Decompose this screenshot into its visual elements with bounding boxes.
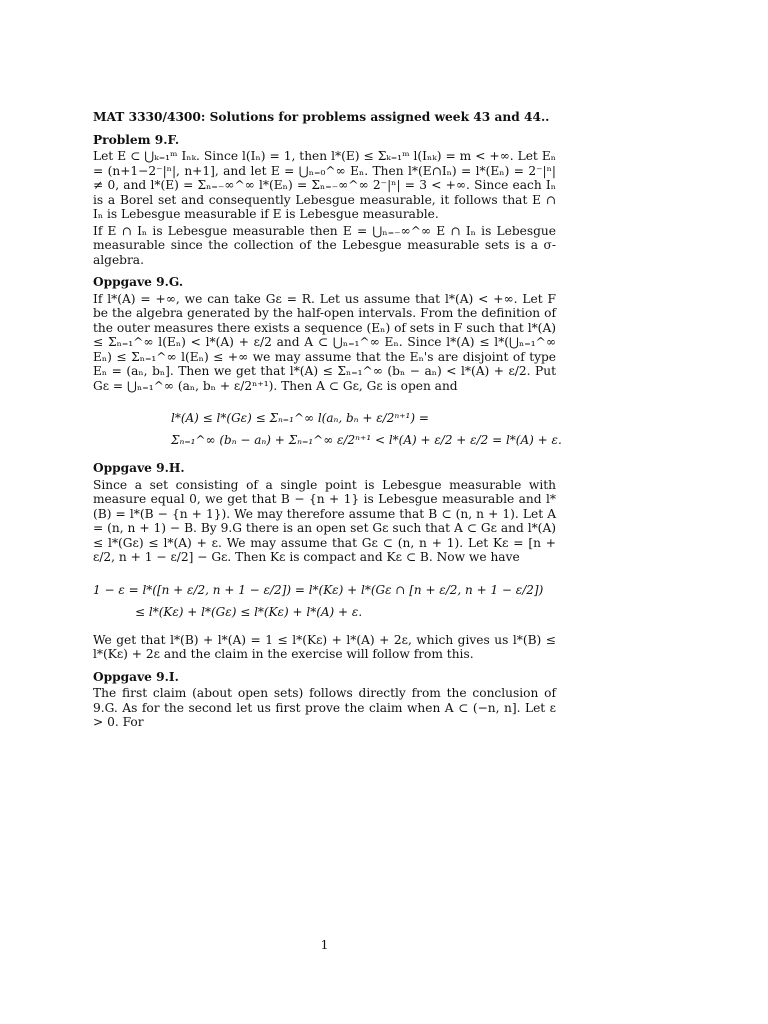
section-heading: Problem 9.F. bbox=[93, 132, 180, 147]
display-equation bbox=[93, 579, 556, 623]
paragraph: If E ∩ Iₙ is Lebesgue measurable then E = ⋃ₙ₌₋∞^∞ E ∩ Iₙ is Lebesgue measurable since the collection of the Lebesgue measurable sets is a σ-algebra. bbox=[93, 223, 556, 267]
section-heading: Oppgave 9.H. bbox=[93, 461, 185, 475]
document-title: MAT 3330/4300: Solutions for problems assigned week 43 and 44.. bbox=[93, 110, 550, 124]
equation-line: l*(A) ≤ l*(Gε) ≤ Σₙ₌₁^∞ l(aₙ, bₙ + ε/2ⁿ⁺¹) = bbox=[171, 411, 429, 425]
paragraph: Let E ⊂ ⋃ₖ₌₁ᵐ Iₙₖ. Since l(Iₙ) = 1, then l*(E) ≤ Σₖ₌₁ᵐ l(Iₙₖ) = m < +∞. Let Eₙ = (n+1−2⁻|ⁿ|, n+1], and let E = ⋃ₙ₌₀^∞ Eₙ. Then l*(E∩Iₙ) = l*(Eₙ) = 2⁻|ⁿ| ≠ 0, and l*(E) = Σₙ₌₋∞^∞ l*(Eₙ) = Σₙ₌₋∞^∞ 2⁻|ⁿ| = 3 < +∞. Since each Iₙ is a Borel set and consequently Lebesgue measurable, it follows that E ∩ Iₙ is Lebesgue measurable if E is Lebesgue measurable. bbox=[93, 149, 556, 221]
paragraph: If l*(A) = +∞, we can take Gε = R. Let us assume that l*(A) < +∞. Let F be the algebra generated by the half-open intervals. From the definition of the outer measures there exists a sequence (Eₙ) of sets in F such that l*(A) ≤ Σₙ₌₁^∞ l(Eₙ) < l*(A) + ε/2 and A ⊂ ⋃ₙ₌₁^∞ Eₙ. Since l*(A) ≤ l*(⋃ₙ₌₁^∞ Eₙ) ≤ Σₙ₌₁^∞ l(Eₙ) ≤ +∞ we may assume that the Eₙ's are disjoint of type Eₙ = (aₙ, bₙ]. Then we get that l*(A) ≤ Σₙ₌₁^∞ (bₙ − aₙ) < l*(A) + ε/2. Put Gε = ⋃ₙ₌₁^∞ (aₙ, bₙ + ε/2ⁿ⁺¹). Then A ⊂ Gε, Gε is open and bbox=[93, 291, 556, 393]
section-oppgave-9h bbox=[93, 461, 556, 662]
page-number: 1 bbox=[320, 938, 329, 952]
document-page bbox=[93, 110, 562, 952]
display-equation bbox=[93, 407, 562, 451]
section-problem-9f bbox=[93, 133, 556, 268]
section-oppgave-9g bbox=[93, 275, 562, 451]
equation-line: ≤ l*(Kε) + l*(Gε) ≤ l*(Kε) + l*(A) + ε. bbox=[135, 604, 363, 619]
equation-line: Σₙ₌₁^∞ (bₙ − aₙ) + Σₙ₌₁^∞ ε/2ⁿ⁺¹ < l*(A) + ε/2 + ε/2 = l*(A) + ε. bbox=[171, 433, 562, 447]
equation-line: 1 − ε = l*([n + ε/2, n + 1 − ε/2]) = l*(Kε) + l*(Gε ∩ [n + ε/2, n + 1 − ε/2]) bbox=[93, 582, 544, 597]
paragraph: The first claim (about open sets) follows directly from the conclusion of 9.G. As for the second let us first prove the claim when A ⊂ (−n, n]. Let ε > 0. For bbox=[93, 686, 556, 729]
section-oppgave-9i bbox=[93, 670, 556, 730]
section-heading: Oppgave 9.G. bbox=[93, 275, 184, 289]
paragraph: We get that l*(B) + l*(A) = 1 ≤ l*(Kε) + l*(A) + 2ε, which gives us l*(B) ≤ l*(Kε) + 2ε and the claim in the exercise will follow from this. bbox=[93, 632, 556, 661]
section-heading: Oppgave 9.I. bbox=[93, 669, 179, 684]
paragraph: Since a set consisting of a single point is Lebesgue measurable with measure equal 0, we get that B − {n + 1} is Lebesgue measurable and l*(B) = l*(B − {n + 1}). We may therefore assume that B ⊂ (n, n + 1). Let A = (n, n + 1) − B. By 9.G there is an open set Gε such that A ⊂ Gε and l*(A) ≤ l*(Gε) ≤ l*(A) + ε. We may assume that Gε ⊂ (n, n + 1). Let Kε = [n + ε/2, n + 1 − ε/2] − Gε. Then Kε is compact and Kε ⊂ B. Now we have bbox=[93, 477, 556, 564]
